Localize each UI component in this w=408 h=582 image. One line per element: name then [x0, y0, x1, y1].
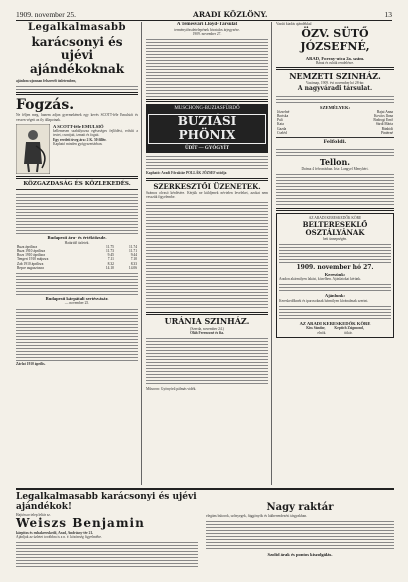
divider: [276, 67, 394, 70]
theatre-play: A nagyváradi társulat.: [297, 84, 373, 92]
lloyd-title: A Temesvári Lloyd-Társulat: [176, 22, 238, 27]
footer-roles: elnök. titkár.: [317, 330, 353, 335]
bottom-left-text: Ajánljuk az üzletet továbbra is a n. é. közönség figyelmébe.: [16, 535, 102, 540]
scott-price: Egy eredeti üveg ára: 2 K. 50 fillér.: [53, 137, 107, 142]
price-value: 7.11: [107, 257, 114, 262]
bottom-left-title: Legalkalmasabb karácsonyi és ujévi ajándékok!: [16, 492, 197, 513]
closing-line: Zárlat 1910 április.: [16, 361, 46, 366]
scott-fisherman-icon: [16, 124, 50, 174]
header-date: 1909. november 25.: [16, 10, 76, 20]
budapest-title: Budapesti áru- és értéktőzsde.: [47, 235, 107, 241]
lloyd-date: 1909. november 27.: [192, 32, 222, 37]
price-value: 11.71: [129, 249, 137, 254]
divider: [146, 178, 268, 181]
divider: [146, 312, 268, 315]
cast-actor: Sárdi Mária: [375, 122, 393, 127]
tellow-text-lines: [276, 172, 394, 206]
column-divider: [271, 22, 272, 485]
theatre-text-lines: [276, 94, 394, 104]
szerk-text-lines: [146, 200, 268, 310]
phoenix-sub: ÜDÍT — GYÓGYÍT: [184, 145, 230, 151]
price-item: Rozs 1910 áprilisra: [17, 253, 45, 258]
divider: [276, 137, 394, 138]
meeting-date: 1909. november hó 27.: [296, 263, 374, 271]
column-middle: [146, 22, 268, 485]
ad-text-lines: [16, 84, 138, 90]
bottom-right-bold: Szolid árak és pontos kiszolgálás.: [267, 551, 333, 557]
tellow-title: Tellon.: [319, 156, 351, 167]
fogzas-title: Fogzás.: [16, 97, 75, 114]
price-value: 14.06: [128, 265, 137, 270]
price-notes-lines: [16, 271, 138, 295]
scott-text: kellemesen szabályozza egészséges fejlődést, erősíti a testet, csontjait, izmait és fogait.: [53, 129, 138, 138]
price-row: [16, 266, 138, 270]
cast-title: SZEMÉLYEK:: [319, 104, 351, 110]
column-left: [16, 22, 138, 485]
ajanlunk-lines: [279, 304, 391, 320]
sueto-top: Vasúti kiadás ajándékkal: [276, 22, 312, 26]
header-page-number: 13: [384, 10, 392, 20]
cast-role: Józsefné: [277, 109, 290, 114]
fogzas-text: Ne féljen meg, hanem adjon gyermekének egy kevés SCOTT-féle Emulsiót és vessen végett az ily állapotnak.: [16, 113, 138, 122]
velemeny-text-lines: [276, 147, 394, 157]
bottom-advertisements: [16, 488, 394, 578]
divider: [146, 99, 268, 102]
velemeny-title: Felfoldi.: [323, 139, 347, 146]
szerk-text: Számos olvasó kérdésére. Kérjük ne küldjenek névtelen leveleket, azokat nem vesszük figyelembe.: [146, 190, 268, 200]
cast-role: Pali: [277, 118, 283, 123]
bottom-left-addr: kárpitos és ruhakereskedő, Arad, Andrássy-tér 21.: [16, 530, 94, 535]
phoenix-top: MUSCHONG-BUZIASFÜRDŐ: [174, 106, 240, 112]
phoenix-text-lines: [146, 154, 268, 170]
cast-actor: Pintérné: [381, 130, 393, 135]
market-title: Budapesti kárpátali sertésvásár.: [45, 296, 109, 302]
price-value: 11.75: [106, 244, 114, 249]
scott-name: A SCOTT-féle EMULSIÓ: [53, 123, 104, 129]
price-value: 7.10: [130, 257, 137, 262]
urania-date: (Szerda, november 24.): [190, 326, 224, 331]
price-item: Tengeri 1910 májusra: [17, 257, 49, 262]
price-value: 9.45: [107, 253, 114, 258]
price-value: 11.74: [129, 244, 137, 249]
column-divider: [141, 22, 142, 485]
bottom-right-title: Nagy raktár: [266, 502, 334, 513]
holzer-label: AZ ARADI KERESKEDŐK KÖRE: [308, 216, 362, 221]
price-item: Buza áprilisra: [17, 244, 38, 249]
urania-title: URÁNIA SZINHÁZ.: [164, 316, 250, 327]
szerk-title: SZERKESZTŐI ÜZENETEK.: [153, 181, 261, 191]
cast-role: Cseléd: [277, 130, 287, 135]
divider: [16, 92, 138, 95]
section-text-lines: [16, 192, 138, 234]
lloyd-sub: terménytőzsdetelepének hivatalos árjegyzése.: [174, 27, 240, 32]
price-value: 8.32: [107, 261, 114, 266]
footer-names: Kiss Sándor, Keptich Zsigmond,: [306, 326, 364, 331]
ad-headline-main: karácsonyi és ujévi ajándékoknak: [29, 34, 125, 77]
tellow-text: Dráma 4 felvonásban. Irta: Langyel Menyhért.: [301, 166, 369, 171]
theatre-sub: Vasárnap, 1909. évi november hó 28-án:: [305, 81, 365, 86]
phoenix-main: BUZIÁSI PHÖNIX: [148, 114, 266, 144]
cast-role: Boriska: [277, 114, 289, 119]
holzer-ad: [276, 213, 394, 338]
bottom-right-lines: [206, 519, 394, 551]
divider: [276, 208, 394, 211]
bottom-left-name: Weiszs Benjamin: [16, 515, 145, 530]
price-value: 8.33: [130, 261, 137, 266]
bottom-right-text: elegáns bútorok, szőnyegek, függönyök és lakberendezési tárgyakban.: [206, 513, 308, 518]
weisz-ad: [16, 492, 198, 569]
sueto-name: ÖZV. SÜTŐ JÓZSEFNÉ,: [300, 27, 370, 53]
bottom-left-lines: [16, 540, 198, 568]
divider: [16, 189, 138, 190]
kerestek-title: Keresünk:: [324, 271, 346, 277]
scott-sold: Kapható minden gyógyszertárban.: [53, 142, 103, 147]
market-text-lines: [16, 307, 138, 361]
lloyd-price-lines: [146, 37, 268, 97]
sueto-address: ARAD, Forray-utca 2a. szám.: [305, 55, 365, 61]
price-value: 11.73: [106, 249, 114, 254]
phoenix-seller: Kapható: Aradi Főraktár POLLÁK JÓZSEF utódja: [146, 171, 227, 176]
budapest-sub: Határidő üzletek.: [64, 240, 90, 245]
furniture-ad: [206, 492, 394, 557]
holzer-main: BELTERESEKLŐ OSZTÁLYÁNAK: [302, 219, 368, 237]
divider: [16, 176, 138, 179]
page-header: [16, 9, 392, 21]
column-right: [276, 22, 394, 485]
bottom-left-sub: Hajtóssor telep leltár sz.: [16, 512, 51, 517]
cast-actor: Bodrogi Ernő: [373, 118, 393, 123]
ad-headline-top: Legalkalmasabb: [27, 22, 127, 33]
price-table: [16, 245, 138, 270]
urania-program: Műsoron: Gyönyörű pálmás vidék.: [146, 387, 197, 392]
cast-role: Gazda: [277, 126, 287, 131]
holzer-sub: heti ünnepségén.: [322, 236, 348, 241]
ad-subline: ajánlom ujonnan felszerelt üzletemben,: [16, 78, 77, 83]
phoenix-ad: [146, 104, 268, 153]
market-date: — november 25.: [64, 301, 90, 306]
kerestek-lines: [279, 282, 391, 292]
cast-actor: Kovács Ilona: [373, 114, 393, 119]
section-title: KÖZGAZDASÁG ÉS KÖZLEKEDÉS.: [23, 180, 131, 187]
cast-table: [276, 110, 394, 135]
price-item: Zab 1910 áprilisra: [17, 261, 44, 266]
kerestek-text: Aradon akármilyen lakást, közelben. Ajánlatokat kérünk.: [279, 277, 362, 282]
price-item: Buza 1910 áprilisra: [17, 249, 46, 254]
urania-text-lines: [146, 336, 268, 386]
ajanlunk-title: Ajánlunk:: [324, 293, 346, 299]
holzer-text-lines: [279, 242, 391, 264]
cast-actor: Bánhidi: [381, 126, 393, 131]
cast-row: [276, 131, 394, 135]
sueto-sub: Bánat és ruhák rendelésre.: [316, 60, 354, 65]
cast-role: Kata: [277, 122, 284, 127]
price-item: Repce augusztusra: [17, 265, 44, 270]
price-value: 14.10: [105, 265, 114, 270]
ajanlunk-text: Kereskedőknek és iparosoknak bármilyen kívánalmak szerint.: [279, 298, 369, 303]
cast-actor: Bajai Anna: [376, 109, 393, 114]
urania-sub: Oláh Ferenczné és fia.: [190, 330, 224, 335]
footer-line: AZ ARADI KERESKEDŐK KÖRE: [299, 321, 371, 326]
price-value: 9.44: [130, 253, 137, 258]
theatre-title: NEMZETI SZINHÁZ.: [289, 71, 381, 82]
header-paper: ARADI KÖZLÖNY.: [193, 10, 268, 20]
